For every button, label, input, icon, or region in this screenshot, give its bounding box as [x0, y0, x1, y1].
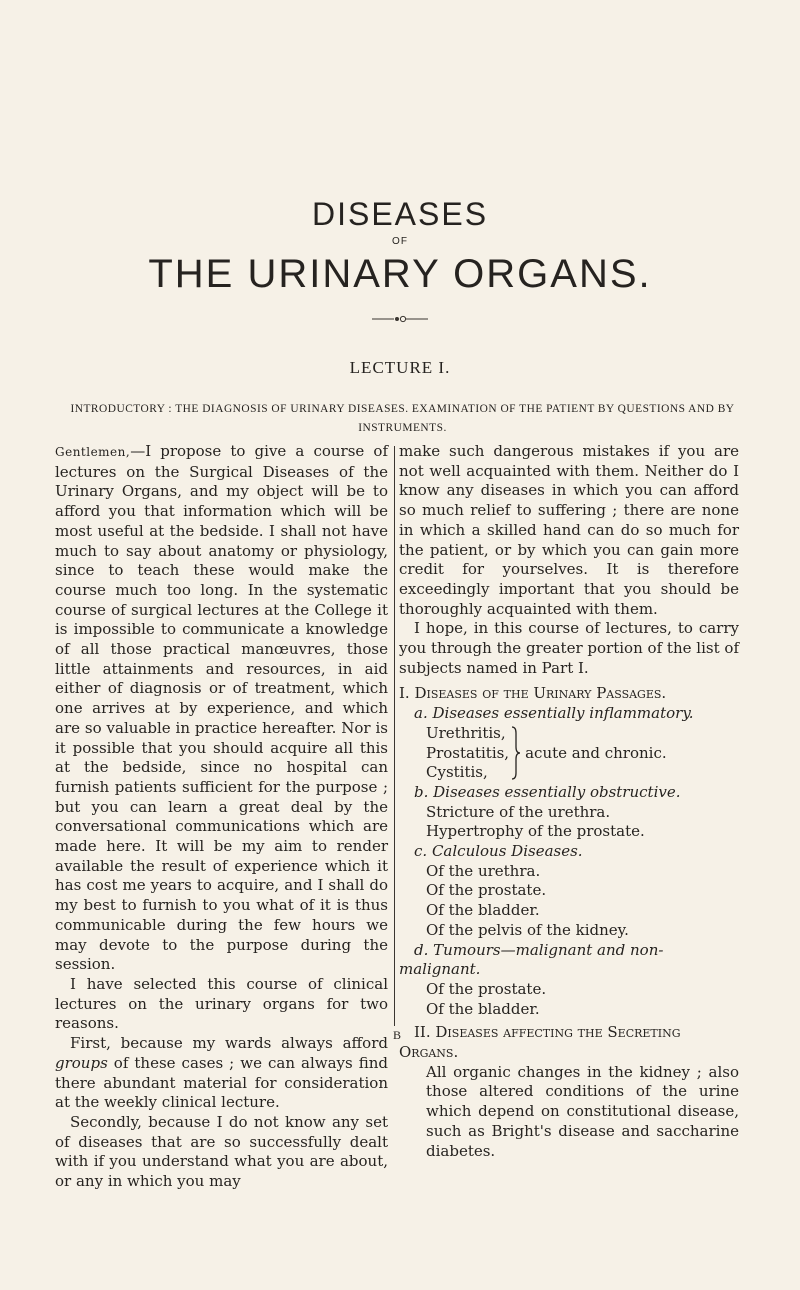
list-item: Of the prostate. [426, 881, 547, 900]
subsection-a-title: a. Diseases essentially inflammatory. [414, 704, 694, 723]
left-column [55, 442, 388, 1192]
column-divider [394, 446, 395, 1026]
right-column [399, 442, 739, 1161]
signature-mark: B [393, 1028, 402, 1042]
left-paragraph-1: Gentlemen,—I propose to give a course of lectures on the Surgical Diseases of the Urinary Organs, and my object will be to afford you that information which will be most useful at the bedside. I shall not have much to say about anatomy or physiology, since to teach these would make the course much too long. In the systematic course of surgical lectures at the College it is impossible to communicate a knowledge of all those practical manœuvres, those little attainments and resources, in aid either of diagnosis or of treatment, which one arrives at by experience, and which are so valuable in practice hereafter. Nor is it possible that you should acquire all this at the bedside, since no hospital can furnish patients sufficient for the purpose ; but you can learn a great deal by the conversational communications which are made here. It will be my aim to render available the result of experience which it has cost me years to acquire, and I shall do my best to furnish to you what of it is thus communicable during the few hours we may devote to the purpose during the session. [55, 442, 388, 974]
title-line-1: DISEASES [311, 196, 489, 232]
subsection-c-title: c. Calculous Diseases. [414, 842, 583, 861]
section-1-heading: I. Diseases of the Urinary Passages. [399, 684, 667, 703]
lecture-number: LECTURE I. [349, 358, 451, 377]
brace-icon [511, 725, 521, 781]
lecture-subtitle: INTRODUCTORY : THE DIAGNOSIS OF URINARY DISEASES. EXAMINATION OF THE PATIENT BY QUESTIONS AND BY INSTRUMENTS. [70, 403, 735, 434]
ornament-divider [372, 314, 428, 324]
list-item: Prostatitis, [426, 743, 510, 762]
list-item: Of the prostate. [426, 979, 547, 998]
brace-qualifier: acute and chronic. [525, 743, 667, 762]
list-item: Stricture of the urethra. [426, 802, 611, 821]
left-paragraph-2: I have selected this course of clinical lectures on the urinary organs for two reasons. [55, 974, 388, 1033]
title-line-2: THE URINARY ORGANS. [148, 252, 652, 296]
list-item: Cystitis, [426, 763, 488, 782]
list-item: Hypertrophy of the prostate. [426, 822, 645, 841]
right-paragraph-2: I hope, in this course of lectures, to carry you through the greater portion of the list of subjects named in Part I. [399, 619, 739, 677]
list-item: Of the bladder. [426, 999, 540, 1018]
list-item: Of the bladder. [426, 901, 540, 920]
inflammatory-list [399, 724, 739, 783]
list-item: Of the pelvis of the kidney. [426, 920, 629, 939]
salutation: Gentlemen, [55, 445, 131, 459]
title-connector: OF [392, 236, 408, 247]
section-2-text: All organic changes in the kidney ; also those altered conditions of the urine which depend on constitutional disease, such as Bright's disease and saccharine diabetes. [426, 1062, 739, 1160]
left-paragraph-4: Secondly, because I do not know any set of diseases that are so successfully dealt with if you understand what you are about, or any in which you may [55, 1112, 388, 1191]
subsection-d-title: d. Tumours—malignant and non-malignant. [399, 940, 664, 979]
list-item: Urethritis, [426, 723, 506, 742]
list-item: Of the urethra. [426, 861, 541, 880]
section-2-heading: II. Diseases affecting the Secreting Organs. [399, 1023, 681, 1062]
subsection-b-title: b. Diseases essentially obstructive. [414, 782, 681, 801]
right-paragraph-1: make such dangerous mistakes if you are not well acquainted with them. Neither do I know any diseases in which you can afford so much relief to suffering ; there are none in which a skilled hand can do so much for the patient, or by which you can gain more credit for yourselves. It is therefore exceedingly important that you should be thoroughly acquainted with them. [399, 442, 739, 618]
left-paragraph-3: First, because my wards always afford groups of these cases ; we can always find there abundant material for consideration at the weekly clinical lecture. [55, 1034, 388, 1112]
